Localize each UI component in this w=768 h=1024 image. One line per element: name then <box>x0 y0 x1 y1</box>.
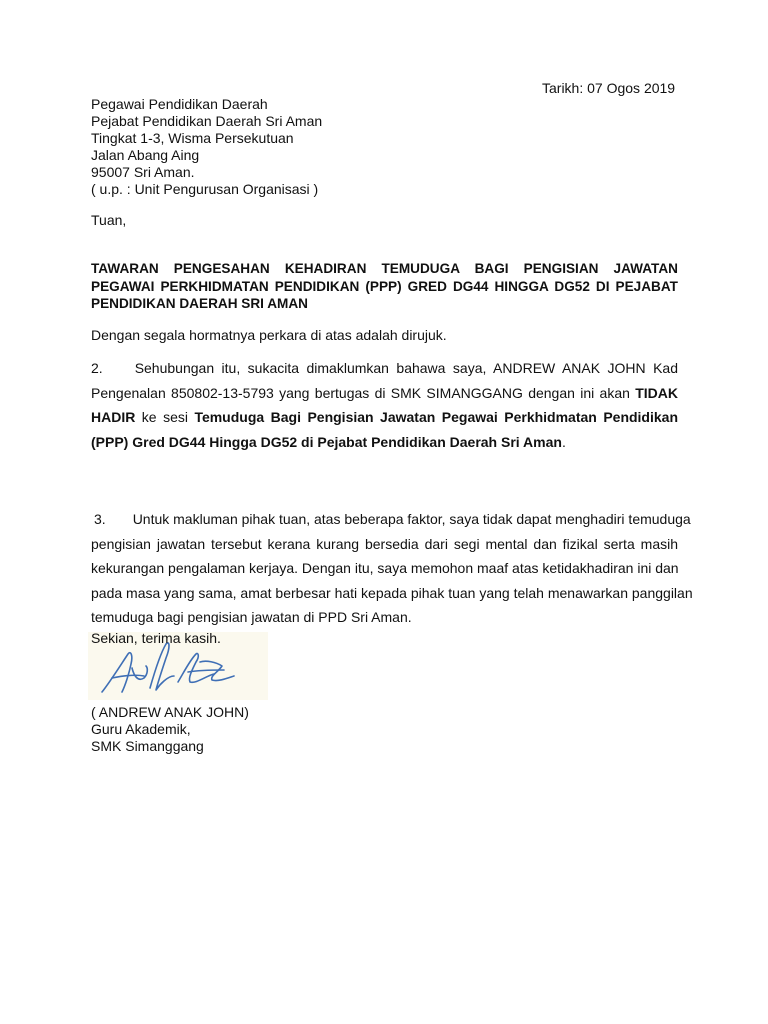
paragraph-line <box>91 405 678 430</box>
paragraph-bold-text: TIDAK <box>635 384 678 401</box>
paragraph-2 <box>91 356 678 454</box>
paragraph-3 <box>91 507 693 630</box>
paragraph-line <box>91 356 678 381</box>
paragraph-text: Untuk makluman pihak tuan, atas beberapa faktor, saya tidak dapat menghadiri temuduga <box>132 511 691 527</box>
paragraph-bold-text: HADIR <box>91 409 136 425</box>
signatory-block <box>91 704 249 755</box>
paragraph-text: Sehubungan itu, sukacita dimaklumkan bahawa saya, ANDREW ANAK JOHN Kad <box>134 360 678 376</box>
paragraph-text: . <box>561 433 566 450</box>
recipient-line: Jalan Abang Aing <box>91 147 200 163</box>
closing-remark: Sekian, terima kasih. <box>91 630 221 646</box>
paragraph-text: ke sesi <box>135 409 195 425</box>
subject-line: PEGAWAI PERKHIDMATAN PENDIDIKAN (PPP) GRED DG44 HINGGA DG52 DI PEJABAT <box>91 278 678 294</box>
paragraph-line <box>91 507 691 532</box>
paragraph-line: kekurangan pengalaman kerjaya. Dengan itu, saya memohon maaf atas ketidakhadiran ini dan <box>91 560 679 576</box>
signatory-school: SMK Simanggang <box>91 738 204 754</box>
signatory-title: Guru Akademik, <box>91 721 191 737</box>
paragraph-line: pengisian jawatan tersebut kerana kurang bersedia dari segi mental dan fizikal serta masih <box>91 535 678 552</box>
recipient-address <box>91 96 322 198</box>
paragraph-line: pada masa yang sama, amat berbesar hati kepada pihak tuan yang telah menawarkan panggilan <box>91 584 693 601</box>
paragraph-bold-text: Temuduga Bagi Pengisian Jawatan Pegawai Perkhidmatan Pendidikan <box>194 409 678 425</box>
opening-sentence: Dengan segala hormatnya perkara di atas adalah dirujuk. <box>91 327 447 343</box>
letter-subject <box>91 260 678 313</box>
recipient-line: Pejabat Pendidikan Daerah Sri Aman <box>91 113 323 129</box>
signatory-name: ( ANDREW ANAK JOHN) <box>91 704 249 720</box>
paragraph-bold-text: (PPP) Gred DG44 Hingga DG52 di Pejabat Pendidikan Daerah Sri Aman <box>91 433 562 450</box>
salutation: Tuan, <box>91 212 127 228</box>
subject-line: TAWARAN PENGESAHAN KEHADIRAN TEMUDUGA BAGI PENGISIAN JAWATAN <box>91 261 678 276</box>
subject-line: PENDIDIKAN DAERAH SRI AMAN <box>91 296 309 311</box>
paragraph-line <box>91 381 678 406</box>
paragraph-line: temuduga bagi pengisian jawatan di PPD Sri Aman. <box>91 609 412 625</box>
paragraph-number: 2. <box>91 360 103 376</box>
recipient-line: 95007 Sri Aman. <box>91 164 195 180</box>
recipient-line: Pegawai Pendidikan Daerah <box>91 96 268 112</box>
recipient-line: Tingkat 1-3, Wisma Persekutuan <box>91 130 294 146</box>
paragraph-line <box>91 430 678 455</box>
paragraph-number: 3. <box>94 511 106 527</box>
paragraph-text: Pengenalan 850802-13-5793 yang bertugas di SMK SIMANGGANG dengan ini akan <box>91 384 630 401</box>
recipient-line: ( u.p. : Unit Pengurusan Organisasi ) <box>91 181 319 197</box>
letter-date: Tarikh: 07 Ogos 2019 <box>542 80 676 96</box>
